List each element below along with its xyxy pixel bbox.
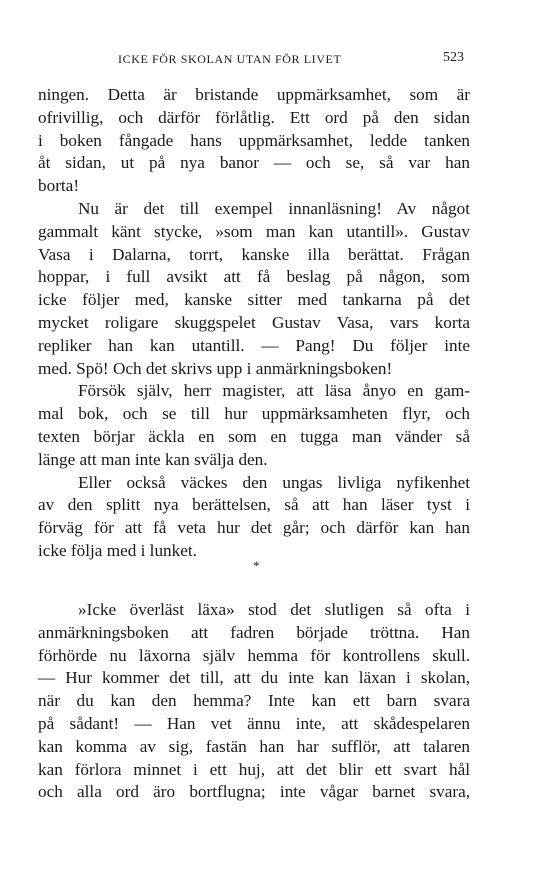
text-line: länge att man inte kan svälja den.: [38, 449, 268, 469]
text-line: på sådant! — Han vet ännu inte, att skådespelaren: [38, 713, 470, 733]
text-line: i boken fångade hans uppmärksamhet, ledde tanken: [38, 130, 470, 150]
text-line: ningen. Detta är bristande uppmärksamhet, som är: [38, 85, 470, 104]
text-line: och alla ord äro bortflugna; inte vågar barnet svara,: [38, 782, 470, 802]
text-line: Försök själv, herr magister, att läsa ånyo en gam-: [78, 381, 470, 401]
text-line: borta!: [38, 176, 80, 196]
text-line: mycket roligare skuggspelet Gustav Vasa, vars korta: [38, 312, 470, 332]
section-separator: *: [253, 558, 260, 573]
text-line: icke följa med i lunket.: [38, 540, 197, 560]
text-line: Nu är det till exempel innanläsning! Av något: [78, 198, 470, 218]
text-line: — Hur kommer det till, att du inte kan läxan i skolan,: [38, 668, 470, 688]
text-line: gammalt känt stycke, »som man kan utantill». Gustav: [38, 221, 470, 241]
page-number: 523: [443, 50, 464, 65]
text-line: icke följer med, kanske sitter med tankarna på det: [38, 290, 470, 310]
body-text-upper: [38, 84, 470, 563]
text-line: anmärkningsboken att fadren började tröttna. Han: [38, 622, 470, 642]
text-line: repliker han kan utantill. — Pang! Du följer inte: [38, 335, 470, 355]
text-line: Vasa i Dalarna, torrt, kanske illa berättat. Frågan: [38, 244, 470, 264]
text-line: kan förlora minnet i ett huj, att det blir ett svart hål: [38, 759, 470, 779]
text-line: åt sidan, ut på nya banor — och se, så var han: [38, 153, 470, 173]
text-line: hoppar, i full avsikt att få beslag på någon, som: [38, 267, 470, 287]
text-line: förhörde nu läxorna själv hemma för kontrollens skull.: [38, 645, 470, 665]
text-line: när du kan den hemma? Inte kan ett barn svara: [38, 691, 470, 711]
running-title: ICKE FÖR SKOLAN UTAN FÖR LIVET: [118, 52, 342, 66]
text-line: mal bok, och se till hur uppmärksamheten flyr, och: [38, 404, 470, 424]
text-line: texten börjar äckla en som en tugga man vänder så: [38, 426, 470, 446]
text-line: »Icke överläst läxa» stod det slutligen så ofta i: [78, 600, 470, 619]
text-line: förväg för att få veta hur det går; och därför kan han: [38, 518, 470, 538]
body-text-lower: [38, 599, 470, 804]
text-line: Eller också väckes den ungas livliga nyfikenhet: [78, 472, 470, 492]
text-line: ofrivillig, och därför förlåtlig. Ett ord på den sidan: [38, 107, 470, 127]
text-line: med. Spö! Och det skrivs upp i anmärkningsboken!: [38, 358, 393, 378]
text-line: av den splitt nya berättelsen, så att han läser tyst i: [38, 495, 470, 515]
text-line: kan komma av sig, fastän han har sufflör, att talaren: [38, 736, 470, 756]
